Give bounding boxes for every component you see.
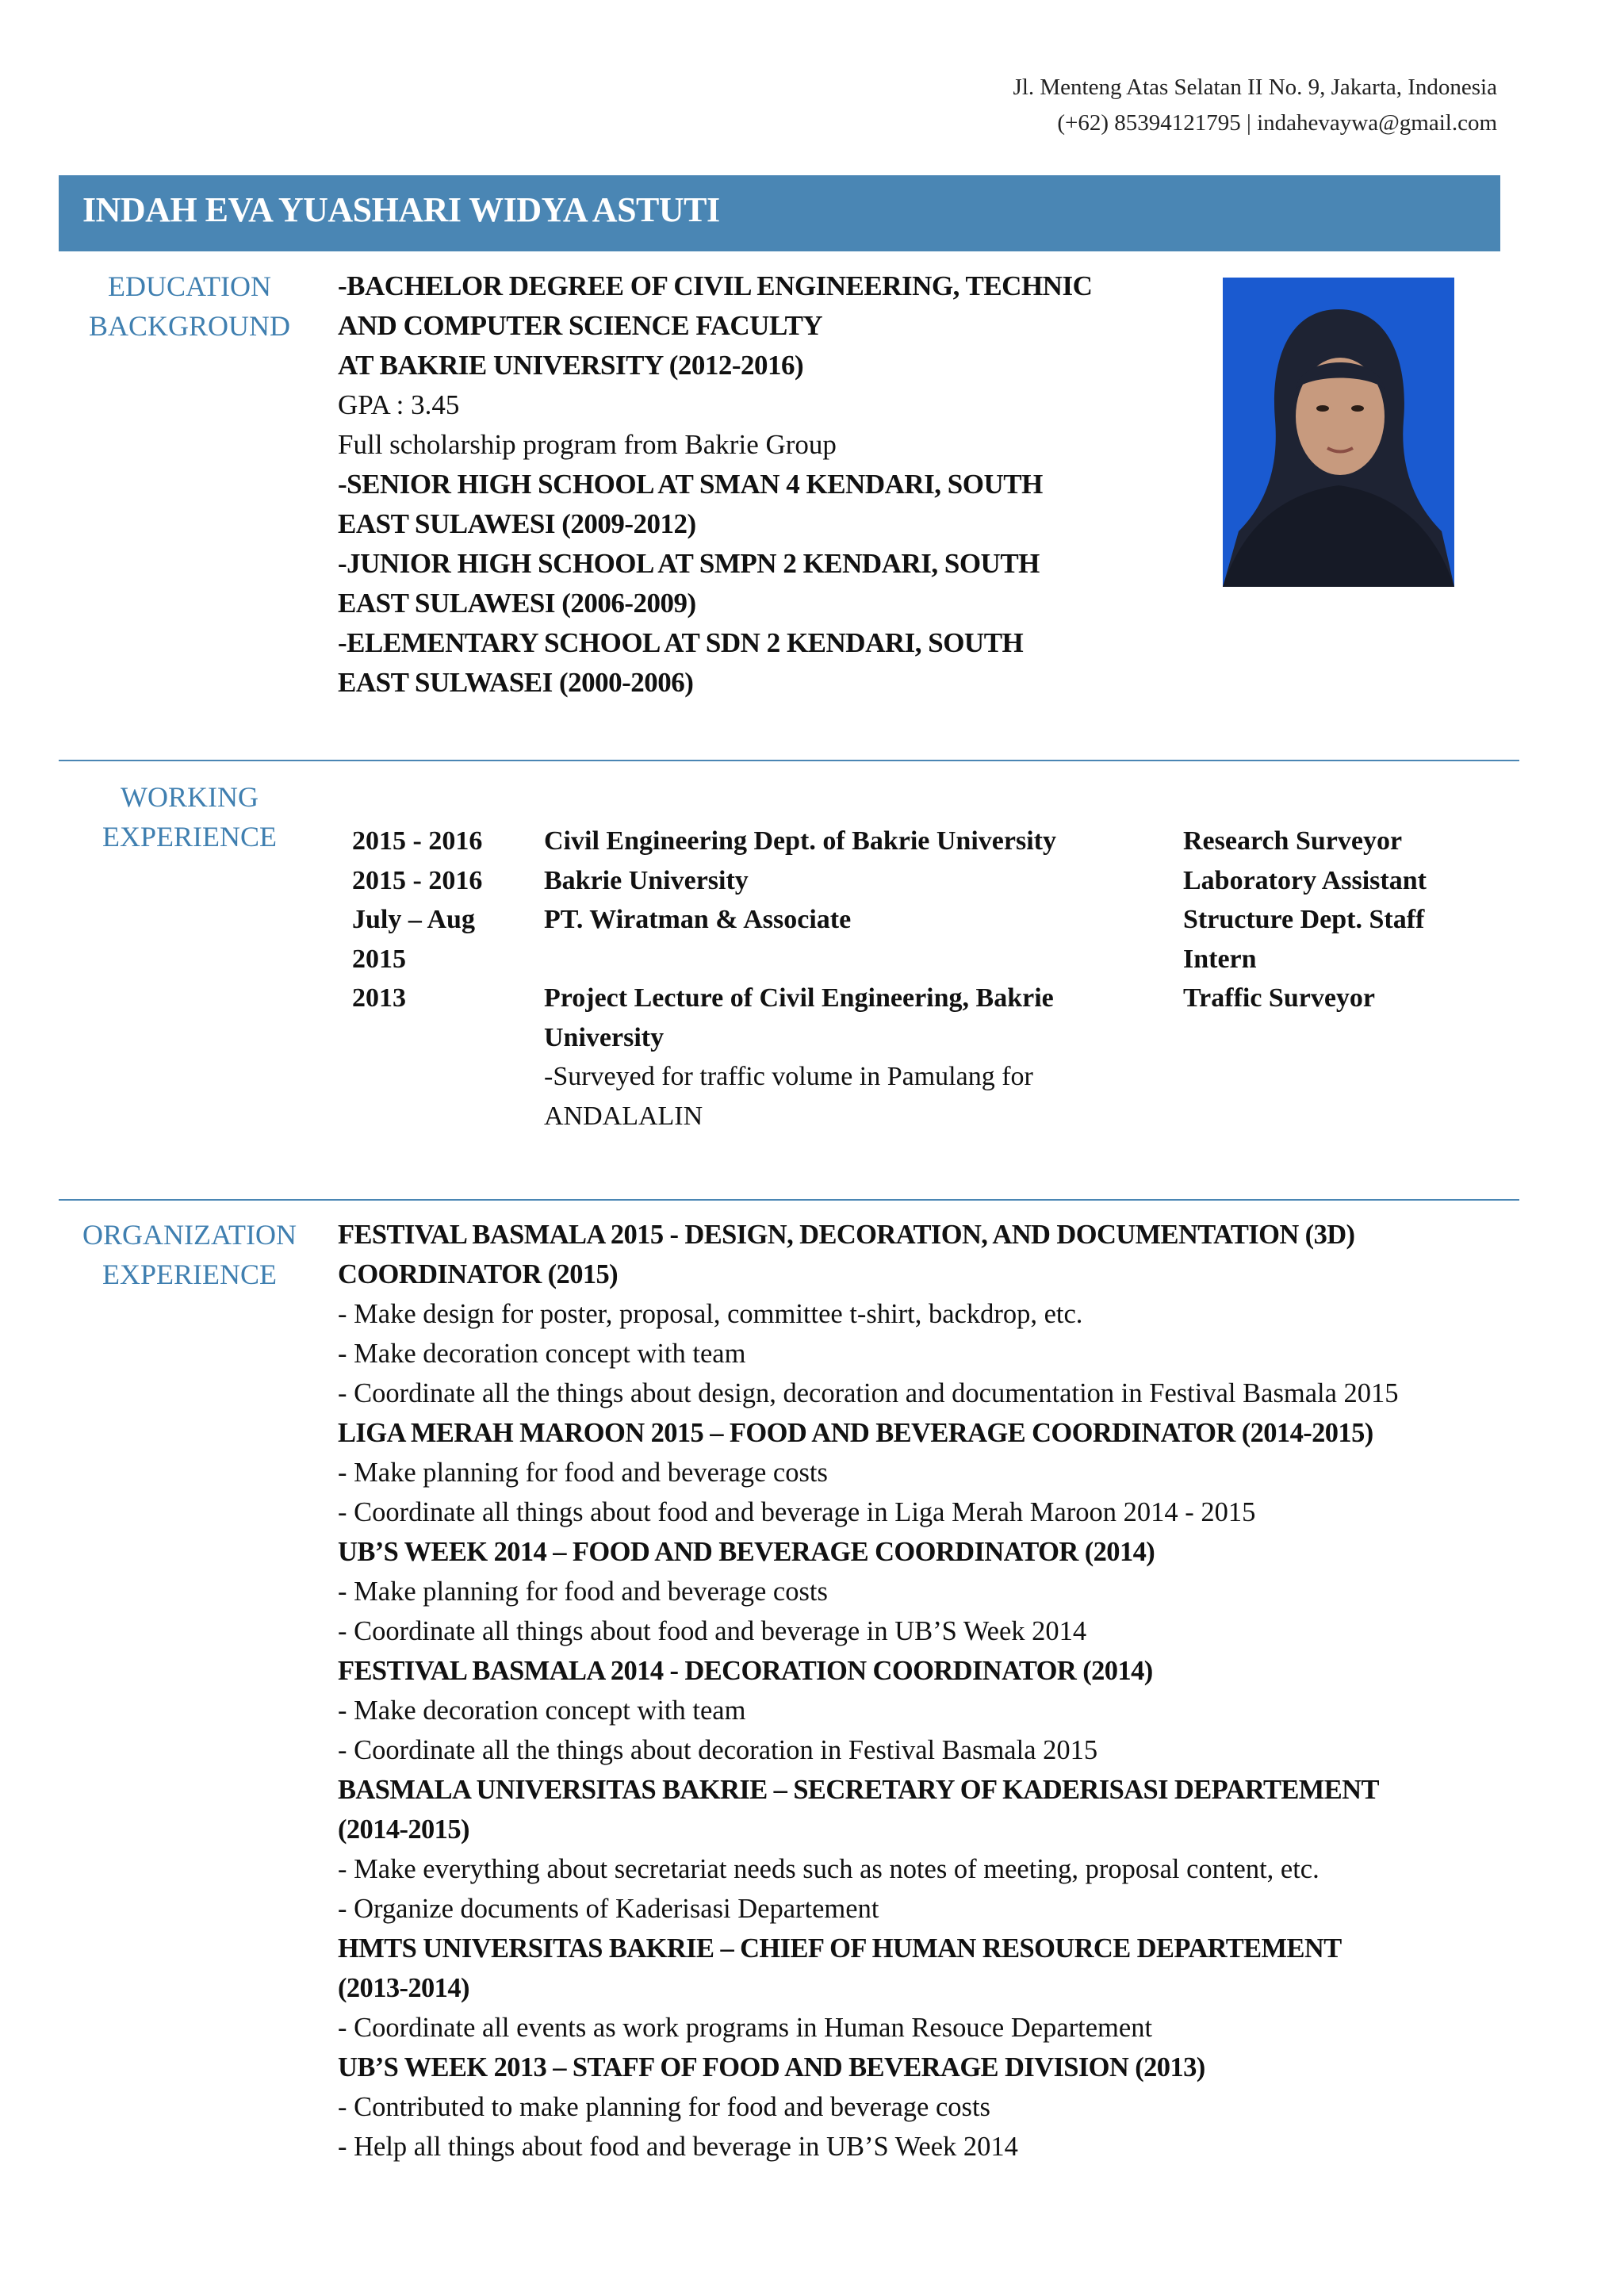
org-detail: - Coordinate all the things about decoration in Festival Basmala 2015 [338, 1735, 1098, 1765]
org-detail: - Make decoration concept with team [338, 1695, 746, 1726]
education-line: AT BAKRIE UNIVERSITY (2012-2016) [338, 350, 804, 381]
org-detail: - Coordinate all things about food and beverage in UB’S Week 2014 [338, 1616, 1087, 1646]
org-detail: - Make design for poster, proposal, committee t-shirt, backdrop, etc. [338, 1299, 1083, 1329]
org-detail: - Organize documents of Kaderisasi Departement [338, 1894, 879, 1924]
work-label-line1: WORKING [121, 781, 259, 813]
org-detail: - Make planning for food and beverage costs [338, 1577, 828, 1607]
org-detail: - Make planning for food and beverage costs [338, 1458, 828, 1488]
org-detail: - Contributed to make planning for food and beverage costs [338, 2092, 990, 2122]
org-label-line2: EXPERIENCE [102, 1259, 277, 1290]
org-heading: HMTS UNIVERSITAS BAKRIE – CHIEF OF HUMAN RESOURCE DEPARTEMENT [338, 1933, 1342, 1964]
work-place: Project Lecture of Civil Engineering, Bakrie [544, 983, 1054, 1013]
org-detail: - Make everything about secretariat needs such as notes of meeting, proposal content, etc. [338, 1854, 1320, 1884]
work-period: 2015 [352, 944, 406, 974]
full-name: INDAH EVA YUASHARI WIDYA ASTUTI [82, 190, 720, 229]
work-place: University [544, 1022, 665, 1052]
work-section-label [59, 777, 320, 856]
education-line: AND COMPUTER SCIENCE FACULTY [338, 310, 823, 341]
work-place: PT. Wiratman & Associate [544, 905, 852, 934]
org-heading: FESTIVAL BASMALA 2015 - DESIGN, DECORATION, AND DOCUMENTATION (3D) [338, 1220, 1355, 1250]
work-note: ANDALALIN [544, 1101, 703, 1131]
org-detail: - Coordinate all things about food and beverage in Liga Merah Maroon 2014 - 2015 [338, 1497, 1256, 1527]
education-line: -SENIOR HIGH SCHOOL AT SMAN 4 KENDARI, SOUTH [338, 469, 1043, 500]
org-heading: COORDINATOR (2015) [338, 1259, 619, 1289]
work-note: -Surveyed for traffic volume in Pamulang for [544, 1062, 1033, 1091]
contact-block [1013, 70, 1497, 141]
education-label-line2: BACKGROUND [88, 310, 291, 342]
education-list [338, 266, 1226, 703]
org-heading: FESTIVAL BASMALA 2014 - DECORATION COORDINATOR (2014) [338, 1656, 1153, 1686]
org-heading: (2014-2015) [338, 1814, 469, 1845]
contact-phone-email: (+62) 85394121795 | indahevaywa@gmail.com [1057, 110, 1497, 136]
org-heading: LIGA MERAH MAROON 2015 – FOOD AND BEVERAGE COORDINATOR (2014-2015) [338, 1418, 1373, 1448]
org-section-label [59, 1215, 320, 1294]
org-heading: BASMALA UNIVERSITAS BAKRIE – SECRETARY OF KADERISASI DEPARTEMENT [338, 1775, 1379, 1805]
work-role: Intern [1183, 944, 1257, 974]
work-role: Research Surveyor [1183, 826, 1403, 856]
education-line: Full scholarship program from Bakrie Group [338, 429, 837, 460]
work-place: Civil Engineering Dept. of Bakrie University [544, 826, 1056, 856]
org-heading: UB’S WEEK 2013 – STAFF OF FOOD AND BEVERAGE DIVISION (2013) [338, 2052, 1205, 2082]
education-section-label [59, 266, 320, 346]
education-line: EAST SULAWESI (2006-2009) [338, 588, 696, 619]
org-detail: - Help all things about food and beverage in UB’S Week 2014 [338, 2132, 1018, 2162]
org-heading: UB’S WEEK 2014 – FOOD AND BEVERAGE COORDINATOR (2014) [338, 1537, 1155, 1567]
org-detail: - Coordinate all the things about design, decoration and documentation in Festival Basmala 2015 [338, 1378, 1399, 1408]
work-label-line2: EXPERIENCE [102, 821, 277, 852]
education-line: GPA : 3.45 [338, 389, 460, 420]
org-detail: - Make decoration concept with team [338, 1339, 746, 1369]
work-role: Structure Dept. Staff [1183, 905, 1425, 934]
work-period: July – Aug [352, 905, 475, 934]
name-banner [59, 175, 1500, 251]
portrait-image [1223, 278, 1454, 587]
work-period: 2015 - 2016 [352, 865, 483, 895]
org-detail: - Coordinate all events as work programs in Human Resouce Departement [338, 2013, 1153, 2043]
education-line: -JUNIOR HIGH SCHOOL AT SMPN 2 KENDARI, SOUTH [338, 548, 1040, 579]
work-role: Laboratory Assistant [1183, 865, 1427, 895]
work-period: 2013 [352, 983, 406, 1013]
work-place: Bakrie University [544, 865, 749, 895]
contact-address: Jl. Menteng Atas Selatan II No. 9, Jakarta, Indonesia [1013, 75, 1497, 100]
org-label-line1: ORGANIZATION [82, 1219, 297, 1251]
org-heading: (2013-2014) [338, 1973, 469, 2003]
work-period: 2015 - 2016 [352, 826, 483, 856]
divider-education [59, 760, 1519, 761]
education-label-line1: EDUCATION [108, 270, 271, 302]
profile-photo [1223, 278, 1454, 587]
organization-list [338, 1215, 1527, 2167]
work-role: Traffic Surveyor [1183, 983, 1376, 1013]
education-line: -ELEMENTARY SCHOOL AT SDN 2 KENDARI, SOUTH [338, 627, 1024, 658]
divider-work [59, 1199, 1519, 1201]
education-line: EAST SULAWESI (2009-2012) [338, 508, 696, 539]
education-line: EAST SULWASEI (2000-2006) [338, 667, 694, 698]
education-line: -BACHELOR DEGREE OF CIVIL ENGINEERING, TECHNIC [338, 270, 1093, 301]
